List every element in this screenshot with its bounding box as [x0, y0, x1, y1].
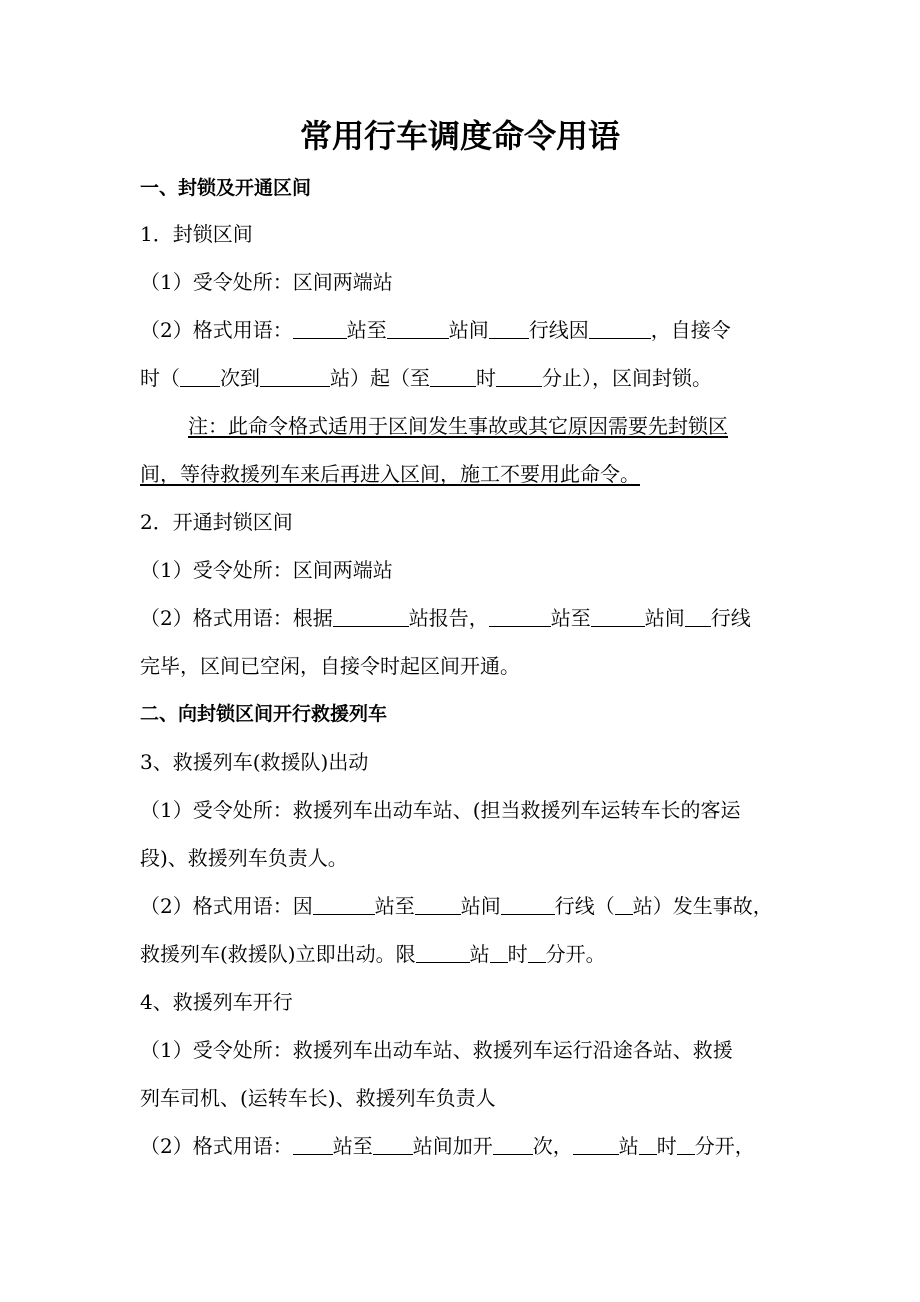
item-2-format-line-1: （2）格式用语：根据 站报告， 站至 站间 行线 [140, 606, 751, 630]
blank-field [528, 942, 546, 963]
blank-field [685, 606, 711, 627]
item-1-note-line-2: 间，等待救援列车来后再进入区间，施工不要用此命令。 [140, 462, 640, 486]
blank-field [260, 366, 330, 387]
item-3-title: 3、救援列车(救援队)出动 [140, 750, 369, 774]
blank-field [639, 1134, 657, 1155]
item-2-title: 2．开通封锁区间 [140, 510, 293, 534]
blank-field [615, 894, 633, 915]
blank-field [589, 318, 651, 339]
blank-field [416, 942, 470, 963]
blank-field [430, 366, 476, 387]
blank-field [180, 366, 220, 387]
blank-field [493, 1134, 533, 1155]
item-2-recipients: （1）受令处所：区间两端站 [140, 558, 393, 582]
item-1-recipients: （1）受令处所：区间两端站 [140, 270, 393, 294]
blank-field [496, 366, 542, 387]
blank-field [333, 606, 409, 627]
blank-field [591, 606, 645, 627]
item-1-note-line-1: 注：此命令格式适用于区间发生事故或其它原因需要先封锁区 [188, 414, 728, 438]
item-1-title: 1．封锁区间 [140, 222, 253, 246]
item-4-recipients-line-1: （1）受令处所：救援列车出动车站、救援列车运行沿途各站、救援 [140, 1038, 733, 1062]
blank-field [313, 894, 375, 915]
blank-field [573, 1134, 619, 1155]
blank-field [293, 318, 347, 339]
blank-field [501, 894, 555, 915]
item-3-format-line-1: （2）格式用语：因 站至 站间 行线（ 站）发生事故， [140, 894, 773, 918]
section-1-heading: 一、封锁及开通区间 [140, 177, 312, 199]
item-4-title: 4、救援列车开行 [140, 990, 293, 1014]
document-title: 常用行车调度命令用语 [299, 117, 620, 155]
blank-field [489, 318, 529, 339]
section-2-heading: 二、向封锁区间开行救援列车 [140, 703, 388, 725]
blank-field [415, 894, 461, 915]
blank-field [387, 318, 449, 339]
item-3-format-line-2: 救援列车(救援队)立即出动。限 站 时 分开。 [140, 942, 606, 966]
item-2-format-line-2: 完毕，区间已空闲，自接令时起区间开通。 [140, 654, 520, 678]
blank-field [373, 1134, 413, 1155]
item-1-format-line-1: （2）格式用语： 站至 站间 行线因 ，自接令 [140, 318, 731, 342]
item-3-recipients-line-2: 段)、救援列车负责人。 [140, 846, 348, 870]
item-4-format-line-1: （2）格式用语： 站至 站间加开 次， 站 时 分开， [140, 1134, 755, 1158]
item-4-recipients-line-2: 列车司机、(运转车长)、救援列车负责人 [140, 1086, 496, 1110]
blank-field [490, 942, 508, 963]
item-1-format-line-2: 时（ 次到 站）起（至 时 分止），区间封锁。 [140, 366, 712, 390]
blank-field [677, 1134, 695, 1155]
blank-field [489, 606, 551, 627]
item-3-recipients-line-1: （1）受令处所：救援列车出动车站、(担当救援列车运转车长的客运 [140, 798, 741, 822]
blank-field [293, 1134, 333, 1155]
